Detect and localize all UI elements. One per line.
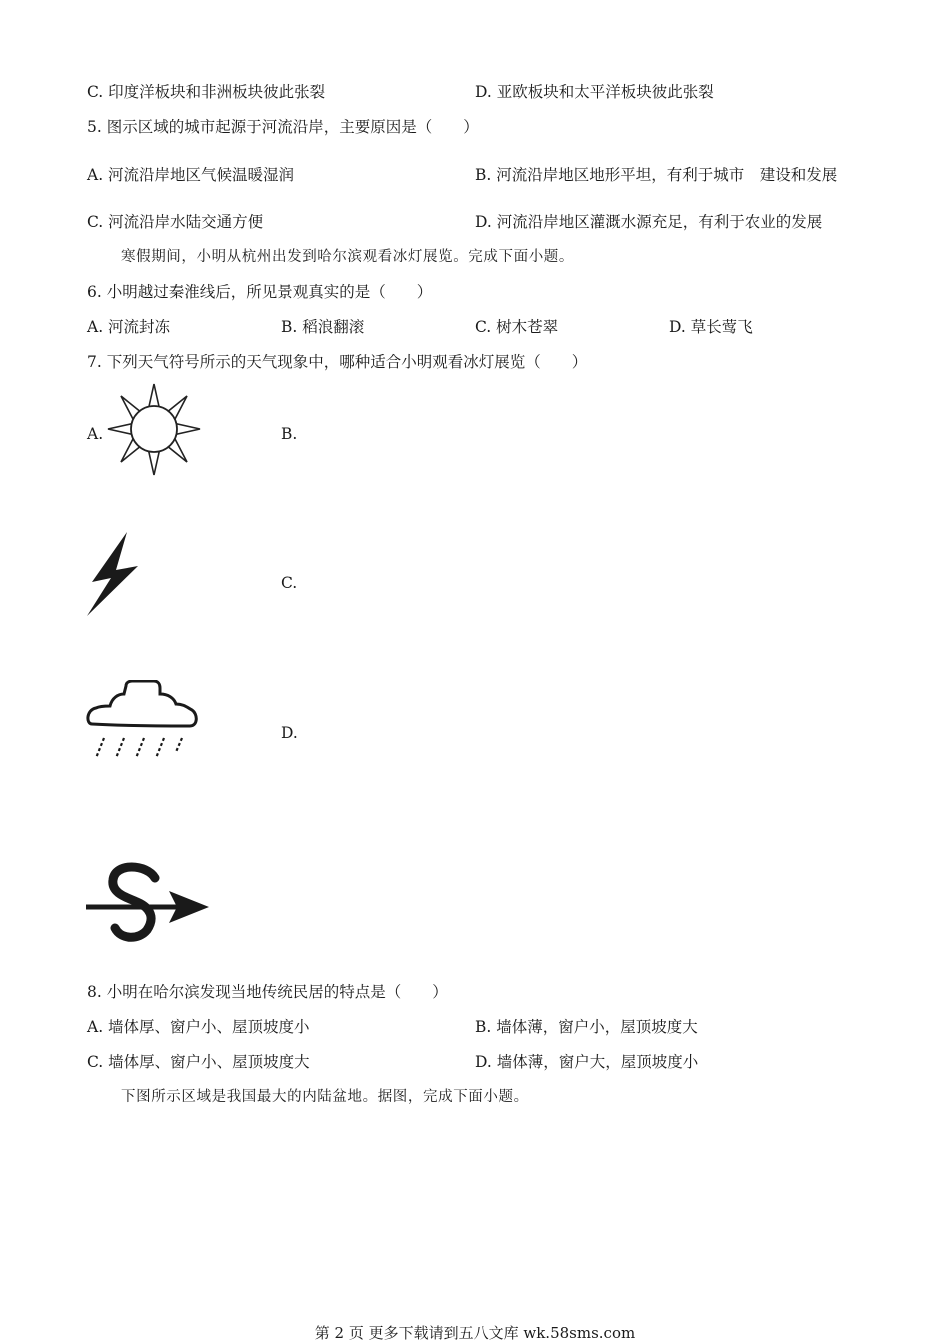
q8-stem: 8. 小明在哈尔滨发现当地传统民居的特点是（ ） bbox=[87, 983, 448, 1001]
q6-option-b: B. 稻浪翻滚 bbox=[281, 318, 365, 336]
rain-cloud-icon bbox=[84, 680, 200, 762]
sandstorm-icon bbox=[85, 860, 211, 946]
q5-option-d: D. 河流沿岸地区灌溉水源充足，有利于农业的发展 bbox=[475, 213, 823, 231]
lightning-icon bbox=[85, 530, 141, 618]
intro-text-2: 下图所示区域是我国最大的内陆盆地。据图，完成下面小题。 bbox=[121, 1089, 529, 1105]
q4-option-c: C. 印度洋板块和非洲板块彼此张裂 bbox=[87, 83, 326, 101]
q5-option-c: C. 河流沿岸水陆交通方便 bbox=[87, 213, 264, 231]
q5-option-a: A. 河流沿岸地区气候温暖湿润 bbox=[87, 166, 295, 184]
q6-option-a: A. 河流封冻 bbox=[87, 318, 171, 336]
q8-option-a: A. 墙体厚、窗户小、屋顶坡度小 bbox=[87, 1018, 310, 1036]
q7-stem: 7. 下列天气符号所示的天气现象中，哪种适合小明观看冰灯展览（ ） bbox=[87, 353, 588, 371]
q6-option-d: D. 草长莺飞 bbox=[669, 318, 753, 336]
q7-label-a: A. bbox=[87, 425, 104, 443]
sun-icon bbox=[104, 382, 204, 478]
q8-option-d: D. 墙体薄，窗户大，屋顶坡度小 bbox=[475, 1053, 699, 1071]
q8-option-c: C. 墙体厚、窗户小、屋顶坡度大 bbox=[87, 1053, 310, 1071]
q8-option-b: B. 墙体薄，窗户小，屋顶坡度大 bbox=[475, 1018, 698, 1036]
q6-stem: 6. 小明越过秦淮线后，所见景观真实的是（ ） bbox=[87, 283, 433, 301]
q7-label-c: C. bbox=[281, 574, 298, 592]
q7-label-d: D. bbox=[281, 724, 298, 742]
q6-option-c: C. 树木苍翠 bbox=[475, 318, 559, 336]
q4-option-d: D. 亚欧板块和太平洋板块彼此张裂 bbox=[475, 83, 714, 101]
q5-option-b: B. 河流沿岸地区地形平坦，有利于城市 建设和发展 bbox=[475, 166, 838, 184]
q5-stem: 5. 图示区域的城市起源于河流沿岸，主要原因是（ ） bbox=[87, 118, 479, 136]
q7-label-b: B. bbox=[281, 425, 298, 443]
page-footer: 第 2 页 更多下载请到五八文库 wk.58sms.com bbox=[314, 1324, 636, 1342]
intro-text-1: 寒假期间，小明从杭州出发到哈尔滨观看冰灯展览。完成下面小题。 bbox=[121, 249, 574, 265]
